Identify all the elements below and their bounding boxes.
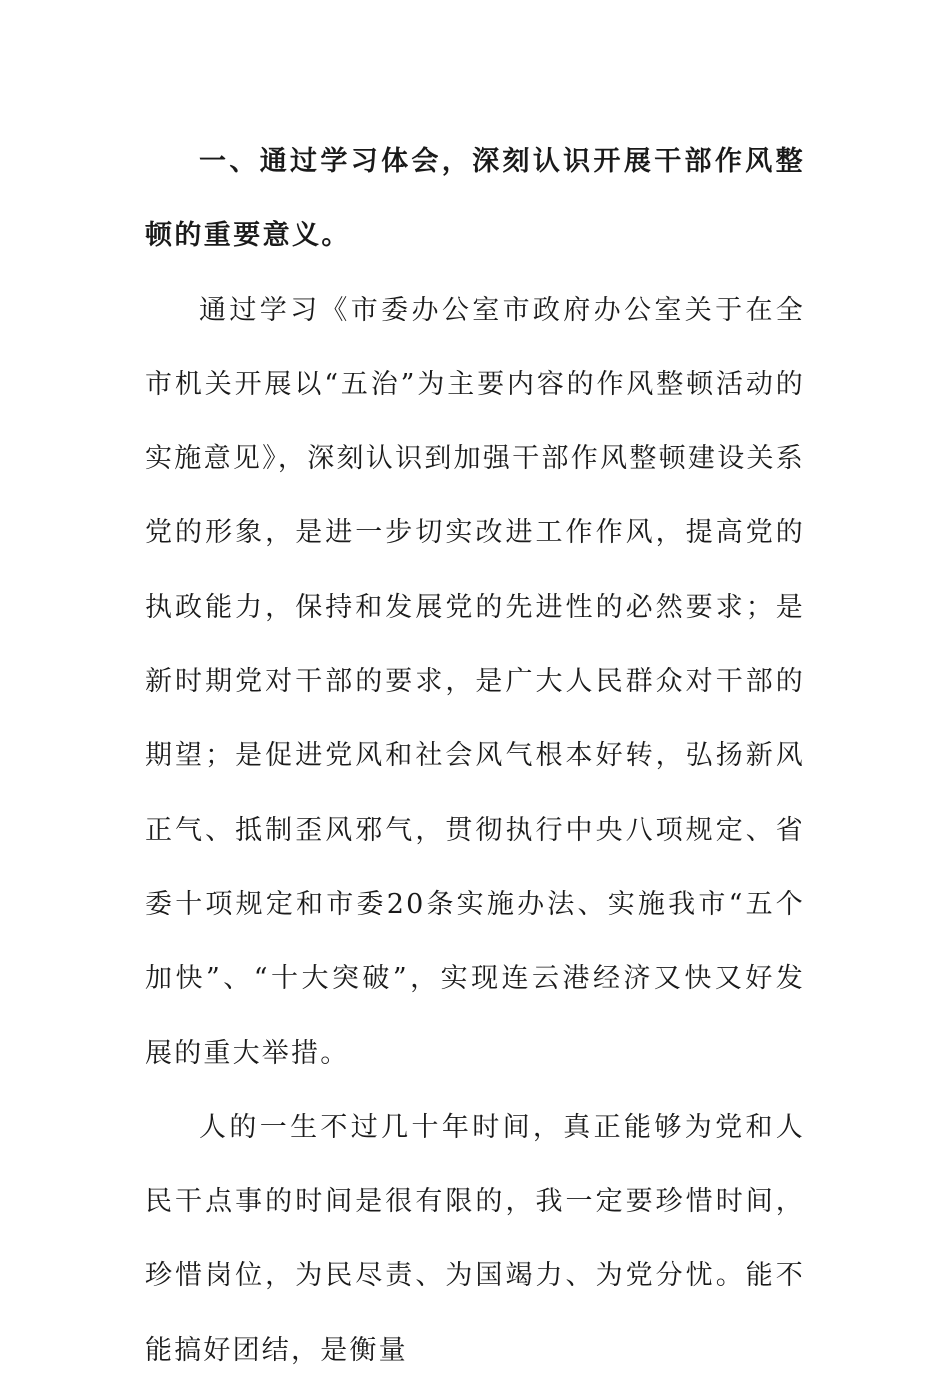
body-paragraph-2: 人的一生不过几十年时间，真正能够为党和人民干点事的时间是很有限的，我一定要珍惜时间，珍惜岗位，为民尽责、为国竭力、为党分忧。能不能搞好团结，是衡量 [145,1111,805,1366]
document-body [145,125,805,1388]
section-heading: 一、通过学习体会，深刻认识开展干部作风整顿的重要意义。 [145,146,805,252]
body-paragraph-1: 通过学习《市委办公室市政府办公室关于在全市机关开展以“五治”为主要内容的作风整顿活动的实施意见》，深刻认识到加强干部作风整顿建设关系党的形象，是进一步切实改进工作作风，提高党的执政能力，保持和发展党的先进性的必然要求；是新时期党对干部的要求，是广大人民群众对干部的期望；是促进党风和社会风气根本好转，弘扬新风正气、抵制歪风邪气，贯彻执行中央八项规定、省委十项规定和市委20条实施办法、实施我市“五个加快”、“十大突破”，实现连云港经济又快又好发展的重大举措。 [145,294,805,1069]
